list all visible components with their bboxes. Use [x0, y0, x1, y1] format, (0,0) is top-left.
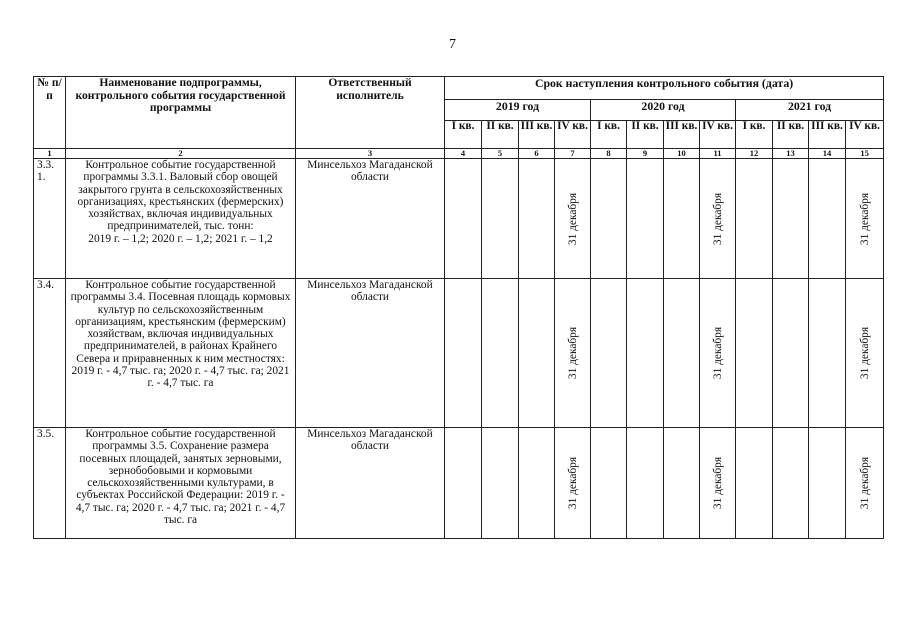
control-events-table: [33, 76, 884, 539]
quarter-cell: [591, 159, 627, 279]
quarter-cell: [736, 159, 773, 279]
table-row: [34, 428, 884, 539]
quarter-cell: [664, 428, 700, 539]
quarter-cell: [519, 428, 555, 539]
column-number: 8: [591, 149, 627, 159]
column-number: 11: [700, 149, 736, 159]
quarter-cell: [555, 279, 591, 428]
column-number: 4: [445, 149, 482, 159]
column-number-row: [34, 149, 884, 159]
header-quarter: II кв.: [627, 121, 664, 149]
header-quarter: III кв.: [664, 121, 700, 149]
page-number: 7: [449, 37, 456, 52]
column-number: 12: [736, 149, 773, 159]
quarter-cell: [773, 279, 809, 428]
deadline-date: 31 декабря: [858, 326, 871, 380]
deadline-date: 31 декабря: [711, 326, 724, 380]
quarter-cell: [700, 279, 736, 428]
deadline-date: 31 декабря: [566, 326, 579, 380]
header-name: Наименование подпрограммы, контрольного события государственной программы: [66, 77, 296, 149]
quarter-cell: [555, 428, 591, 539]
quarter-cell: [700, 159, 736, 279]
header-quarter: IV кв.: [555, 121, 591, 149]
header-year-2020: 2020 год: [591, 100, 736, 121]
column-number: 14: [809, 149, 846, 159]
quarter-cell: [736, 279, 773, 428]
header-year-2019: 2019 год: [445, 100, 591, 121]
quarter-cell: [482, 279, 519, 428]
quarter-cell: [519, 159, 555, 279]
column-number: 9: [627, 149, 664, 159]
executor-cell: Минсельхоз Магаданской области: [296, 159, 445, 279]
quarter-cell: [627, 279, 664, 428]
column-number: 7: [555, 149, 591, 159]
header-quarter: IV кв.: [700, 121, 736, 149]
executor-cell: Минсельхоз Магаданской области: [296, 428, 445, 539]
quarter-cell: [445, 159, 482, 279]
column-number: 10: [664, 149, 700, 159]
header-quarter: I кв.: [736, 121, 773, 149]
header-quarter: III кв.: [809, 121, 846, 149]
header-quarter: I кв.: [591, 121, 627, 149]
header-executor: Ответственный исполнитель: [296, 77, 445, 149]
column-number: 3: [296, 149, 445, 159]
column-number: 2: [66, 149, 296, 159]
column-number: 13: [773, 149, 809, 159]
quarter-cell: [627, 159, 664, 279]
header-quarter: II кв.: [482, 121, 519, 149]
quarter-cell: [555, 159, 591, 279]
table-row: [34, 279, 884, 428]
deadline-date: 31 декабря: [711, 192, 724, 245]
quarter-cell: [809, 159, 846, 279]
quarter-cell: [482, 428, 519, 539]
header-quarter: IV кв.: [846, 121, 884, 149]
quarter-cell: [700, 428, 736, 539]
header-year-2021: 2021 год: [736, 100, 884, 121]
row-number-text: 3.3. 1.: [37, 159, 55, 184]
row-number: 3.4.: [34, 279, 66, 428]
event-description: Контрольное событие государственной программы 3.4. Посевная площадь кормовых культур по сельскохозяйственным организациям, крестьянским (фермерским) хозяйствам, включая индивидуальных предпринимателей, в районах Крайнего Севера и приравненных к ним местностях: 2019 г. - 4,7 тыс. га; 2020 г. - 4,7 тыс. га; 2021 г. - 4,7 тыс. га: [66, 279, 296, 428]
deadline-date: 31 декабря: [566, 456, 579, 510]
row-number: [34, 159, 66, 279]
quarter-cell: [591, 428, 627, 539]
header-num: № п/п: [34, 77, 66, 149]
executor-cell: Минсельхоз Магаданской области: [296, 279, 445, 428]
event-description-text: Контрольное событие государственной программы 3.3.1. Валовый сбор овощей закрытого грунта в сельскохозяйственных организациях, крестьянских (фермерских) хозяйствах, включая индивидуальных предпринимателей, тыс. тонн: 2019 г. – 1,2; 2020 г. – 1,2; 2021 г. – 1,2: [77, 159, 284, 245]
quarter-cell: [773, 159, 809, 279]
quarter-cell: [664, 159, 700, 279]
quarter-cell: [736, 428, 773, 539]
deadline-date: 31 декабря: [711, 456, 724, 510]
quarter-cell: [809, 279, 846, 428]
event-description: Контрольное событие государственной программы 3.5. Сохранение размера посевных площадей, занятых зерновыми, зернобобовыми и кормовыми сельскохозяйственными культурами, в субъектах Российской Федерации: 2019 г. - 4,7 тыс. га; 2020 г. - 4,7 тыс. га; 2021 г. - 4,7 тыс. га: [66, 428, 296, 539]
table-row: [34, 159, 884, 279]
header-deadline: Срок наступления контрольного события (дата): [445, 77, 884, 100]
quarter-cell: [445, 428, 482, 539]
column-number: 6: [519, 149, 555, 159]
quarter-cell: [627, 428, 664, 539]
quarter-cell: [809, 428, 846, 539]
header-quarter: II кв.: [773, 121, 809, 149]
deadline-date: 31 декабря: [858, 456, 871, 510]
quarter-cell: [591, 279, 627, 428]
row-number: 3.5.: [34, 428, 66, 539]
column-number: 1: [34, 149, 66, 159]
event-description: [66, 159, 296, 279]
quarter-cell: [773, 428, 809, 539]
quarter-cell: [482, 159, 519, 279]
quarter-cell: [664, 279, 700, 428]
quarter-cell: [846, 279, 884, 428]
header-quarter: III кв.: [519, 121, 555, 149]
quarter-cell: [846, 159, 884, 279]
deadline-date: 31 декабря: [858, 192, 871, 245]
quarter-cell: [846, 428, 884, 539]
quarter-cell: [445, 279, 482, 428]
deadline-date: 31 декабря: [566, 192, 579, 245]
column-number: 15: [846, 149, 884, 159]
header-quarter: I кв.: [445, 121, 482, 149]
column-number: 5: [482, 149, 519, 159]
quarter-cell: [519, 279, 555, 428]
